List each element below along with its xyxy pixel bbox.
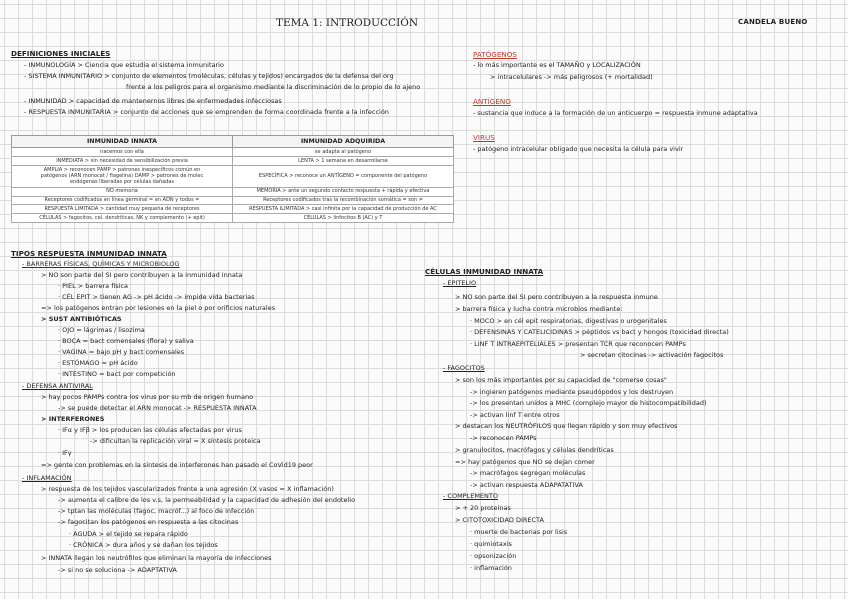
list-item: · BOCA = bact comensales (flora) y saliva xyxy=(58,337,194,345)
list-item: · DEFENSINAS Y CATELICIDINAS > péptidos vs bact y hongos (toxicidad directa) xyxy=(470,328,729,336)
table-row xyxy=(12,214,454,223)
list-item: · AGUDA > el tejido se repara rápido xyxy=(69,530,188,538)
table-row xyxy=(12,148,454,157)
table-cell: se adapta al patógeno xyxy=(233,148,454,157)
table-row xyxy=(12,205,454,214)
list-item: - EPITELIO xyxy=(443,279,477,287)
table-row xyxy=(12,187,454,196)
list-item: -> se puede detectar el ARN monocat -> RESPUESTA INNATA xyxy=(58,404,257,412)
pathogens-line: > intracelulares -> más peligrosos (+ mortalidad) xyxy=(490,73,653,81)
list-item: · CÉL EPIT > tienen AG -> pH ácido -> impide vida bacterias xyxy=(58,293,255,301)
definition-line: - SISTEMA INMUNITARIO > conjunto de elementos (moléculas, células y tejidos) encargados de la defensa del org xyxy=(24,72,394,80)
pathogens-heading: PATÓGENOS xyxy=(473,50,517,59)
list-item: -> ingieren patógenos mediante pseudópodos y los destruyen xyxy=(470,388,674,396)
list-item: > + 20 proteínas xyxy=(455,504,511,512)
column-header-acquired: INMUNIDAD ADQUIRIDA xyxy=(233,136,454,148)
table-row xyxy=(12,156,454,165)
column-header-innate: INMUNIDAD INNATA xyxy=(12,136,233,148)
table-cell: CÉLULAS > linfocitos B (AC) y T xyxy=(233,214,454,223)
virus-line: - patógeno intracelular obligado que necesita la célula para vivir xyxy=(473,145,684,153)
list-item: > respuesta de los tejidos vascularizados frente a una agresión (X vasos = X inflamación) xyxy=(41,485,334,493)
list-item: > secretan citocinas -> activación fagocitos xyxy=(580,351,724,359)
table-header-row xyxy=(12,136,454,148)
immunity-comparison-table xyxy=(11,135,454,223)
table-cell: CÉLULAS > fagocitos, cel. dendríticas, NK y complemento (+ epit) xyxy=(12,214,233,223)
list-item: · opsonización xyxy=(470,552,517,560)
list-item: · VAGINA = bajo pH y bact comensales xyxy=(58,348,185,356)
list-item: > granulocitos, macrófagos y células dendríticas xyxy=(455,446,614,454)
pathogens-line: - lo más importante es el TAMAÑO y LOCALIZACIÓN xyxy=(473,61,641,69)
list-item: > CITOTOXICIDAD DIRECTA xyxy=(455,516,544,524)
table-cell: Receptores codificados en línea germinal = en ADN y todos = xyxy=(12,196,233,205)
list-item: -> fagocitan los patógenos en respuesta a las citocinas xyxy=(58,518,239,526)
list-item: -> activan respuesta ADAPATATIVA xyxy=(470,481,583,489)
definition-line: - INMUNIDAD > capacidad de mantenernos libres de enfermedades infecciosas xyxy=(24,97,282,105)
table-cell: NO memoria xyxy=(12,187,233,196)
list-item: - INFLAMACIÓN xyxy=(22,474,72,482)
list-item: · LINF T INTRAEPITELIALES > presentan TCR que reconocen PAMPs xyxy=(470,340,686,348)
list-item: > INNATA llegan los neutrófilos que eliminan la mayoría de infecciones xyxy=(41,554,272,562)
definitions-heading: DEFINICIONES INICIALES xyxy=(11,49,111,58)
innate-cells-heading: CÉLULAS INMUNIDAD INNATA xyxy=(425,267,544,276)
table-cell: nacemos con ella xyxy=(12,148,233,157)
table-cell: INMEDIATA > sin necesidad de sensibilización previa xyxy=(12,156,233,165)
antigen-heading: ANTÍGENO xyxy=(473,97,511,106)
definition-line: frente a los peligros para el organismo mediante la discriminación de lo propio de lo ajeno xyxy=(126,83,421,91)
list-item: > NO son parte del SI pero contribuyen a la respuesta inmune xyxy=(455,293,658,301)
list-item: · INTESTINO = bact por competición xyxy=(58,370,176,378)
list-item: -> los presentan unidos a MHC (complejo mayor de histocompatibilidad) xyxy=(470,399,707,407)
page-title: TEMA 1: INTRODUCCIÓN xyxy=(276,17,419,29)
table-cell: MEMORIA > ante un segundo contacto respuesta + rápida y efectiva xyxy=(233,187,454,196)
table-cell: LENTA > 1 semana en desarrollarse xyxy=(233,156,454,165)
list-item: - DEFENSA ANTIVIRAL xyxy=(22,382,93,390)
list-item: · IFα y IFβ > los producen las células afectadas por virus xyxy=(58,426,242,434)
list-item: > barrera física y lucha contra microbios mediante: xyxy=(455,305,623,313)
list-item: -> macrófagos segregan moléculas xyxy=(470,469,586,477)
list-item: · ESTÓMAGO = pH ácido xyxy=(58,359,138,367)
list-item: · IFγ xyxy=(58,449,72,457)
list-item: -> tptan las moléculas (fagoc, macróf...) al foco de infección xyxy=(58,507,255,515)
list-item: -> dificultan la replicación viral = X síntesis proteica xyxy=(90,437,261,445)
list-item: => gente con problemas en la síntesis de interferones han pasado el CoVid19 peor xyxy=(41,461,313,469)
list-item: · MOCO > en cél epit respiratorias, digestivas o urogenitales xyxy=(470,317,667,325)
list-item: => hay patógenos que NO se dejan comer xyxy=(455,458,595,466)
table-cell: RESPUESTA ILIMITADA > casi infinita por la capacidad de producción de AC xyxy=(233,205,454,214)
definition-line: - INMUNOLOGÍA > Ciencia que estudia el sistema inmunitario xyxy=(24,61,224,69)
list-item: · inflamación xyxy=(470,564,512,572)
list-item: - BARRERAS FÍSICAS, QUÍMICAS Y MICROBIOLOG xyxy=(22,260,180,268)
list-item: -> si no se soluciona -> ADAPTATIVA xyxy=(58,566,177,574)
list-item: > hay pocos PAMPs contra los virus por su mb de origen humano xyxy=(41,393,254,401)
list-item: > son los más importantes por su capacidad de "comerse cosas" xyxy=(455,376,667,384)
definition-line: - RESPUESTA INMUNITARIA > conjunto de acciones que se emprenden de forma coordinada frente a la infección xyxy=(24,108,389,116)
list-item: > destacan los NEUTRÓFILOS que llegan rápido y son muy efectivos xyxy=(455,422,678,430)
list-item: · PIEL > barrera física xyxy=(58,282,129,290)
list-item: -> aumenta el calibre de los v.s, la permeabilidad y la capacidad de adhesión del endotelio xyxy=(58,496,356,504)
list-item: · quimiotaxis xyxy=(470,540,512,548)
list-item: · CRÓNICA > dura años y se dañan los tejidos xyxy=(69,541,218,549)
virus-heading: VIRUS xyxy=(473,133,495,142)
list-item: > INTERFERONES xyxy=(41,415,105,423)
innate-types-heading: TIPOS RESPUESTA INMUNIDAD INNATA xyxy=(11,249,167,258)
list-item: -> reconocen PAMPs xyxy=(470,434,537,442)
list-item: => los patógenos entran por lesiones en la piel o por orificios naturales xyxy=(41,304,276,312)
list-item: > SUST ANTIBIÓTICAS xyxy=(41,315,122,323)
list-item: · OJO = lágrimas / lisozima xyxy=(58,326,145,334)
table-cell: Receptores codificados tras la recombinación somática = son ≠ xyxy=(233,196,454,205)
author-name: CANDELA BUENO xyxy=(738,18,808,26)
antigen-line: - sustancia que induce a la formación de un anticuerpo = respuesta inmune adaptativa xyxy=(473,109,758,117)
table-row xyxy=(12,165,454,187)
list-item: · muerte de bacterias por lisis xyxy=(470,528,568,536)
list-item: - FAGOCITOS xyxy=(443,364,485,372)
list-item: -> activan linf T entre otros xyxy=(470,411,560,419)
list-item: - COMPLEMENTO xyxy=(443,492,498,500)
table-cell: ESPECÍFICA > reconoce un ANTÍGENO = componente del patógeno xyxy=(233,165,454,187)
table-cell: RESPUESTA LIMITADA > cantidad muy pequeña de receptores xyxy=(12,205,233,214)
list-item: > NO son parte del SI pero contribuyen a la inmunidad innata xyxy=(41,271,243,279)
table-row xyxy=(12,196,454,205)
table-cell: AMPLIA > reconocen PAMP > patrones inespecíficos común en patógenos (ARN monocat / flagelina) DAMP > patrones de molec endógenas liberadas por células dañadas xyxy=(12,165,233,187)
